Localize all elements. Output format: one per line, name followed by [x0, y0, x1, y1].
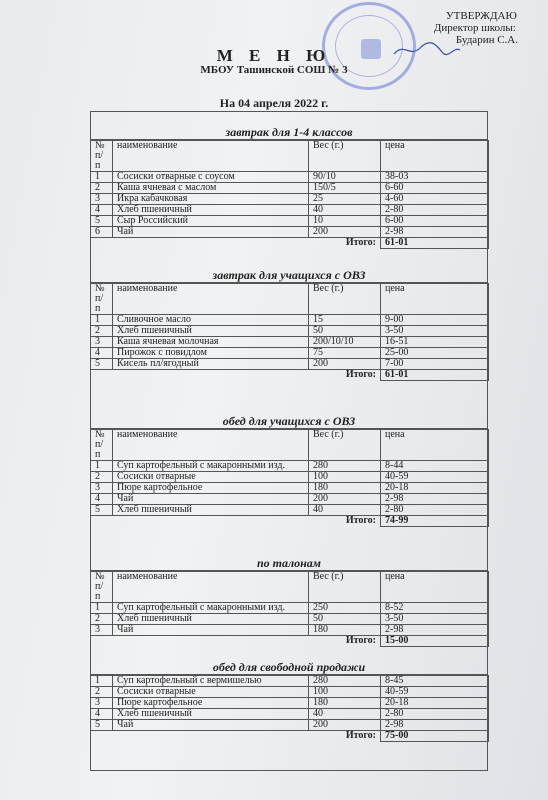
row-price: 2-98	[381, 227, 489, 238]
row-name: Икра кабачковая	[113, 194, 309, 205]
row-price: 40-59	[381, 687, 489, 698]
table-header	[91, 430, 489, 461]
row-weight: 200	[309, 359, 381, 370]
col-weight: Вес (г.)	[309, 430, 381, 461]
row-name: Хлеб пшеничный	[113, 709, 309, 720]
table-header	[91, 284, 489, 315]
row-name: Суп картофельный с вермишелью	[113, 676, 309, 687]
table-row	[91, 709, 489, 720]
row-num: 1	[91, 603, 113, 614]
row-name: Чай	[113, 720, 309, 731]
row-price: 2-98	[381, 720, 489, 731]
row-price: 3-50	[381, 614, 489, 625]
row-num: 3	[91, 625, 113, 636]
row-num: 3	[91, 483, 113, 494]
menu-section	[90, 556, 488, 647]
col-name: наименование	[113, 141, 309, 172]
row-name: Пюре картофельное	[113, 483, 309, 494]
row-num: 1	[91, 461, 113, 472]
table-row	[91, 348, 489, 359]
total-label: Итого:	[345, 369, 376, 380]
row-name: Чай	[113, 494, 309, 505]
table-row	[91, 315, 489, 326]
menu-table	[90, 140, 489, 249]
total-label: Итого:	[345, 730, 376, 741]
section-title: завтрак для 1-4 классов	[90, 125, 488, 140]
row-price: 40-59	[381, 472, 489, 483]
row-name: Пирожок с повидлом	[113, 348, 309, 359]
menu-section	[90, 414, 488, 527]
total-row	[91, 238, 489, 249]
table-row	[91, 183, 489, 194]
total-value: 61-01	[381, 370, 489, 381]
total-row	[91, 370, 489, 381]
row-price: 2-80	[381, 505, 489, 516]
approval-block	[434, 10, 518, 46]
total-row	[91, 516, 489, 527]
row-price: 6-00	[381, 216, 489, 227]
row-num: 4	[91, 348, 113, 359]
row-weight: 50	[309, 614, 381, 625]
table-row	[91, 337, 489, 348]
col-num: № п/п	[91, 572, 113, 603]
row-name: Сосиски отварные с соусом	[113, 172, 309, 183]
approval-line-3: Бударин С.А.	[455, 34, 518, 46]
table-row	[91, 472, 489, 483]
table-row	[91, 505, 489, 516]
menu-table	[90, 675, 489, 742]
row-weight: 10	[309, 216, 381, 227]
table-row	[91, 494, 489, 505]
row-weight: 250	[309, 603, 381, 614]
row-name: Каша ячневая молочная	[113, 337, 309, 348]
table-row	[91, 216, 489, 227]
col-num: № п/п	[91, 141, 113, 172]
section-title: обед для свободной продажи	[90, 660, 488, 675]
row-weight: 180	[309, 625, 381, 636]
row-price: 8-52	[381, 603, 489, 614]
row-num: 4	[91, 205, 113, 216]
row-name: Хлеб пшеничный	[113, 205, 309, 216]
row-price: 20-18	[381, 483, 489, 494]
table-row	[91, 676, 489, 687]
col-price: цена	[381, 430, 489, 461]
row-name: Суп картофельный с макаронными изд.	[113, 603, 309, 614]
total-label: Итого:	[345, 237, 376, 248]
col-weight: Вес (г.)	[309, 284, 381, 315]
table-row	[91, 172, 489, 183]
row-weight: 150/5	[309, 183, 381, 194]
row-price: 2-98	[381, 494, 489, 505]
table-row	[91, 483, 489, 494]
row-name: Пюре картофельное	[113, 698, 309, 709]
row-price: 20-18	[381, 698, 489, 709]
row-name: Суп картофельный с макаронными изд.	[113, 461, 309, 472]
table-row	[91, 205, 489, 216]
row-weight: 200	[309, 494, 381, 505]
row-weight: 200/10/10	[309, 337, 381, 348]
total-label: Итого:	[345, 515, 376, 526]
school-name: МБОУ Ташинской СОШ № 3	[200, 64, 348, 76]
row-num: 1	[91, 172, 113, 183]
table-row	[91, 614, 489, 625]
total-value: 15-00	[381, 636, 489, 647]
row-name: Хлеб пшеничный	[113, 614, 309, 625]
row-weight: 40	[309, 505, 381, 516]
col-name: наименование	[113, 572, 309, 603]
col-num: № п/п	[91, 284, 113, 315]
row-name: Хлеб пшеничный	[113, 505, 309, 516]
row-price: 6-60	[381, 183, 489, 194]
row-price: 2-80	[381, 709, 489, 720]
row-name: Чай	[113, 625, 309, 636]
table-row	[91, 720, 489, 731]
page-title: М Е Н Ю	[216, 46, 332, 65]
section-title: завтрак для учащихся с ОВЗ	[90, 268, 488, 283]
row-weight: 180	[309, 483, 381, 494]
table-header	[91, 572, 489, 603]
row-weight: 180	[309, 698, 381, 709]
col-name: наименование	[113, 430, 309, 461]
col-weight: Вес (г.)	[309, 572, 381, 603]
row-weight: 15	[309, 315, 381, 326]
col-name: наименование	[113, 284, 309, 315]
row-name: Хлеб пшеничный	[113, 326, 309, 337]
row-weight: 50	[309, 326, 381, 337]
row-num: 1	[91, 676, 113, 687]
menu-section	[90, 268, 488, 381]
row-price: 2-98	[381, 625, 489, 636]
row-weight: 40	[309, 709, 381, 720]
total-value: 74-99	[381, 516, 489, 527]
row-weight: 200	[309, 720, 381, 731]
table-row	[91, 687, 489, 698]
table-row	[91, 698, 489, 709]
row-num: 2	[91, 326, 113, 337]
row-num: 3	[91, 337, 113, 348]
row-weight: 40	[309, 205, 381, 216]
row-num: 1	[91, 315, 113, 326]
table-row	[91, 227, 489, 238]
total-label: Итого:	[345, 635, 376, 646]
row-price: 8-44	[381, 461, 489, 472]
row-name: Сосиски отварные	[113, 472, 309, 483]
menu-section	[90, 125, 488, 249]
row-num: 3	[91, 698, 113, 709]
approval-line-1: УТВЕРЖДАЮ	[445, 10, 517, 22]
menu-table	[90, 283, 489, 381]
col-price: цена	[381, 141, 489, 172]
row-num: 5	[91, 216, 113, 227]
row-num: 6	[91, 227, 113, 238]
col-price: цена	[381, 284, 489, 315]
row-price: 38-03	[381, 172, 489, 183]
table-header	[91, 141, 489, 172]
total-row	[91, 636, 489, 647]
row-name: Чай	[113, 227, 309, 238]
approval-line-2: Директор школы:	[433, 22, 516, 34]
menu-date: На 04 апреля 2022 г.	[219, 96, 329, 110]
menu-table	[90, 429, 489, 527]
row-name: Сливочное масло	[113, 315, 309, 326]
row-weight: 90/10	[309, 172, 381, 183]
table-row	[91, 461, 489, 472]
row-weight: 280	[309, 676, 381, 687]
row-num: 2	[91, 183, 113, 194]
menu-section	[90, 660, 488, 742]
row-price: 16-51	[381, 337, 489, 348]
row-num: 2	[91, 472, 113, 483]
row-num: 2	[91, 614, 113, 625]
table-row	[91, 359, 489, 370]
row-num: 4	[91, 494, 113, 505]
section-title: по талонам	[90, 556, 488, 571]
row-price: 9-00	[381, 315, 489, 326]
row-weight: 25	[309, 194, 381, 205]
table-row	[91, 603, 489, 614]
table-row	[91, 625, 489, 636]
row-name: Кисель пл/ягодный	[113, 359, 309, 370]
row-name: Каша ячневая с маслом	[113, 183, 309, 194]
row-num: 2	[91, 687, 113, 698]
col-num: № п/п	[91, 430, 113, 461]
menu-table	[90, 571, 489, 647]
table-row	[91, 326, 489, 337]
row-num: 4	[91, 709, 113, 720]
row-weight: 100	[309, 472, 381, 483]
row-weight: 75	[309, 348, 381, 359]
row-name: Сосиски отварные	[113, 687, 309, 698]
total-value: 75-00	[381, 731, 489, 742]
row-name: Сыр Российский	[113, 216, 309, 227]
row-price: 4-60	[381, 194, 489, 205]
total-row	[91, 731, 489, 742]
section-title: обед для учащихся с ОВЗ	[90, 414, 488, 429]
row-num: 5	[91, 720, 113, 731]
row-price: 2-80	[381, 205, 489, 216]
row-price: 3-50	[381, 326, 489, 337]
row-weight: 280	[309, 461, 381, 472]
row-num: 5	[91, 359, 113, 370]
row-weight: 200	[309, 227, 381, 238]
row-price: 7-00	[381, 359, 489, 370]
row-price: 8-45	[381, 676, 489, 687]
row-weight: 100	[309, 687, 381, 698]
col-weight: Вес (г.)	[309, 141, 381, 172]
row-price: 25-00	[381, 348, 489, 359]
row-num: 3	[91, 194, 113, 205]
col-price: цена	[381, 572, 489, 603]
table-row	[91, 194, 489, 205]
total-value: 61-01	[381, 238, 489, 249]
row-num: 5	[91, 505, 113, 516]
